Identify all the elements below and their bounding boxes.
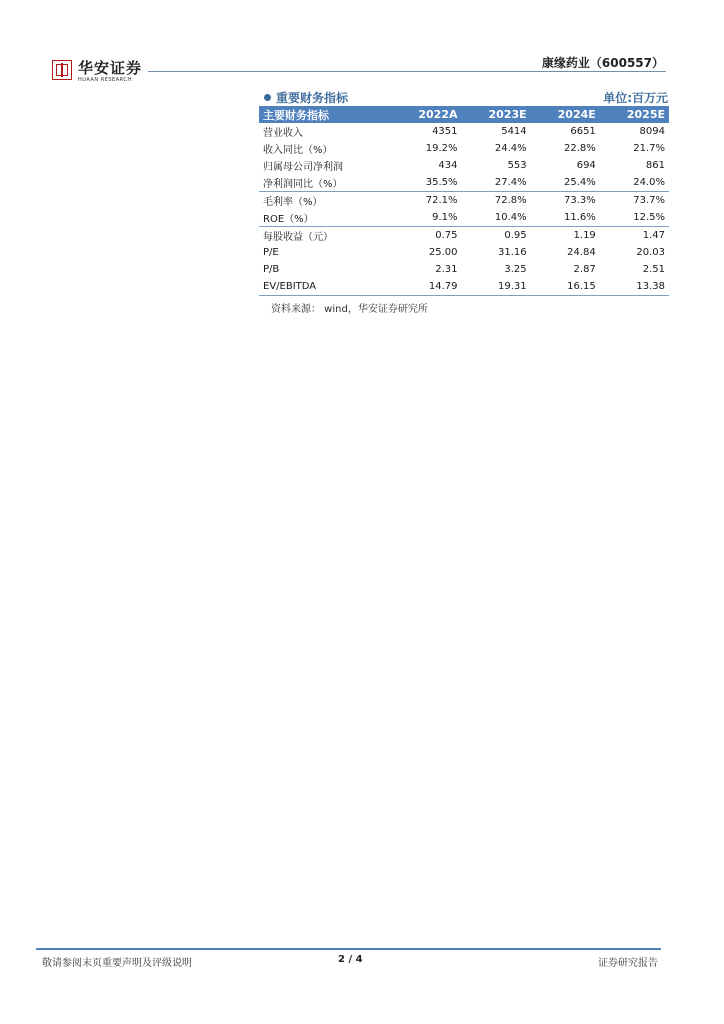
table-cell: 1.47 [600, 227, 669, 245]
table-cell: 21.7% [633, 143, 665, 154]
table-cell: 16.15 [531, 278, 600, 296]
bullet-dot-icon [264, 94, 271, 101]
table-row [259, 278, 669, 296]
report-type-label: 证券研究报告 [598, 958, 658, 969]
table-cell: 553 [507, 160, 527, 171]
table-cell: 27.4% [494, 177, 527, 188]
table-cell: 14.79 [391, 278, 462, 296]
table-row [259, 261, 669, 278]
row-label: P/B [263, 264, 280, 275]
table-cell: 73.3% [531, 192, 600, 210]
table-cell: 6651 [570, 126, 596, 137]
row-label: 毛利率（%） [259, 192, 391, 210]
row-label: P/E [263, 247, 279, 258]
table-row [259, 227, 669, 245]
table-cell: 20.03 [636, 247, 665, 258]
column-header: 2023E [462, 106, 531, 123]
section-title [264, 89, 348, 106]
table-cell: 12.5% [633, 212, 665, 223]
table-cell: 861 [645, 160, 665, 171]
financial-table [259, 106, 669, 296]
table-cell: 24.4% [494, 143, 527, 154]
row-label: 营业收入 [263, 128, 303, 139]
table-cell: 19.31 [462, 278, 531, 296]
row-label: ROE（%） [263, 214, 314, 225]
unit-label: 单位:百万元 [603, 91, 668, 105]
table-cell: 434 [438, 160, 458, 171]
table-cell: 24.84 [567, 247, 596, 258]
company-title: 康缘药业（600557） [541, 56, 664, 70]
table-cell: 9.1% [432, 212, 458, 223]
source-note: 资料来源： wind，华安证券研究所 [271, 304, 428, 315]
table-row [259, 157, 669, 174]
table-cell: 694 [576, 160, 596, 171]
table-cell: 2.31 [435, 264, 458, 275]
table-row [259, 192, 669, 210]
page-number: 2 / 4 [338, 954, 363, 965]
row-label: 收入同比（%） [263, 145, 333, 156]
table-row [259, 123, 669, 140]
row-label: EV/EBITDA [259, 278, 391, 296]
table-cell: 1.19 [531, 227, 600, 245]
table-cell: 72.8% [462, 192, 531, 210]
table-header-row [259, 106, 669, 123]
table-cell: 73.7% [600, 192, 669, 210]
table-cell: 35.5% [425, 177, 458, 188]
row-label: 每股收益（元） [259, 227, 391, 245]
table-cell: 2.51 [642, 264, 665, 275]
row-label: 归属母公司净利润 [263, 162, 343, 173]
table-cell: 8094 [639, 126, 665, 137]
table-row [259, 244, 669, 261]
table-cell: 24.0% [633, 177, 665, 188]
column-header: 2022A [391, 106, 462, 123]
column-header: 2025E [600, 106, 669, 123]
section-title-text: 重要财务指标 [276, 91, 349, 105]
table-row [259, 174, 669, 192]
table-cell: 10.4% [494, 212, 527, 223]
table-cell: 19.2% [425, 143, 458, 154]
table-cell: 5414 [501, 126, 527, 137]
table-cell: 25.00 [428, 247, 458, 258]
footer-divider [36, 948, 661, 950]
column-header: 2024E [531, 106, 600, 123]
table-cell: 3.25 [504, 264, 527, 275]
column-header: 主要财务指标 [259, 106, 391, 123]
table-row [259, 209, 669, 227]
table-row [259, 140, 669, 157]
table-cell: 22.8% [564, 143, 596, 154]
company-logo [52, 60, 142, 86]
table-cell: 31.16 [498, 247, 527, 258]
table-cell: 25.4% [564, 177, 596, 188]
table-cell: 2.87 [573, 264, 596, 275]
logo-en-text: HUAAN RESEARCH [78, 77, 132, 83]
header-divider [148, 71, 666, 72]
table-cell: 72.1% [391, 192, 462, 210]
table-cell: 0.75 [391, 227, 462, 245]
row-label: 净利润同比（%） [263, 179, 343, 190]
logo-cn-text: 华安证券 [78, 59, 143, 77]
seal-icon [52, 60, 72, 80]
table-cell: 4351 [432, 126, 458, 137]
disclaimer-link[interactable]: 敬请参阅末页重要声明及评级说明 [42, 958, 192, 969]
table-cell: 13.38 [600, 278, 669, 296]
table-cell: 11.6% [564, 212, 596, 223]
table-cell: 0.95 [462, 227, 531, 245]
